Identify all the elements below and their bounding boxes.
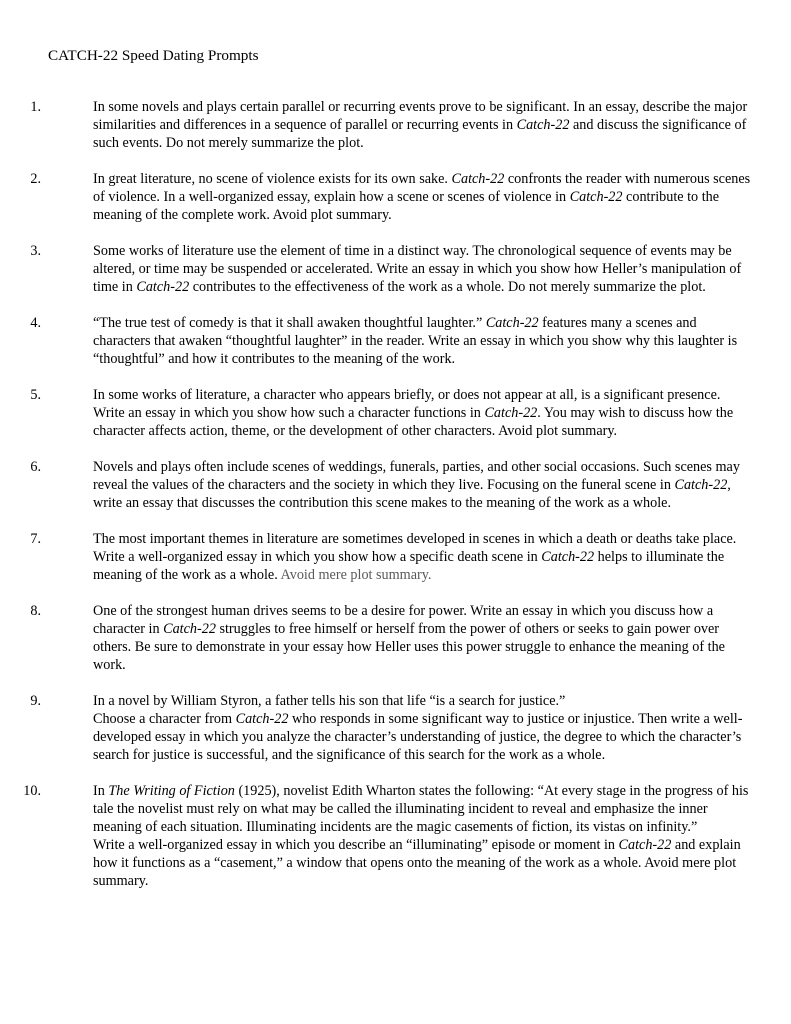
prompt-text [93,99,747,151]
prompt-item [0,386,751,440]
prompt-text [93,315,737,367]
text-segment: Choose a character from [93,711,236,727]
italic-title: Catch-22 [618,837,672,853]
italic-title: Catch-22 [485,315,539,331]
text-segment: Novels and plays often include scenes of weddings, funerals, parties, and other social occasions. Such scenes may reveal the values of the characters and the society in which they live. Focusing on the funeral scene in [93,459,740,493]
text-segment: features many a scenes and characters that awaken “thoughtful laughter” in the reader. Write an essay in which you show why this laughter is “thoughtful” and how it contributes to the meaning of the work. [93,315,738,367]
text-segment: and explain how it functions as a “casement,” a window that opens onto the meaning of the work as a whole. Avoid mere plot summary. [93,837,741,889]
prompt-item [0,98,751,152]
text-segment: who responds in some significant way to justice or injustice. Then write a well-developed essay in which you analyze the character’s understanding of justice, the degree to which the character’s search for justice is successful, and the significance of this search for the work as a whole. [93,711,743,763]
prompt-text [93,243,741,295]
prompt-number: 10. [23,783,41,799]
prompt-list [0,98,791,908]
text-segment: (1925), novelist Edith Wharton states the following: “At every stage in the progress of his tale the novelist must rely on what may be called the illuminating incident to reveal and emphasize the inner meaning of each situation. Illuminating incidents are the magic casements of fiction, its vistas on infinity.” [93,783,749,835]
prompt-number: 7. [30,531,41,547]
text-segment: In some novels and plays certain parallel or recurring events prove to be significant. In an essay, describe the major similarities and differences in a sequence of parallel or recurring events in [93,99,748,133]
gray-text-segment: Avoid mere plot summary. [280,567,432,583]
italic-title: Catch-22 [674,477,728,493]
prompt-number: 1. [30,99,41,115]
prompt-item [0,458,751,512]
text-segment: struggles to free himself or herself from the power of others or seeks to gain power over others. Be sure to demonstrate in your essay how Heller uses this power struggle to enhance the meaning of the work. [93,621,725,673]
italic-title: Catch-22 [136,279,190,295]
text-segment: “The true test of comedy is that it shall awaken thoughtful laughter.” [93,315,486,331]
prompt-item [0,530,751,584]
text-segment: The most important themes in literature are sometimes developed in scenes in which a death or deaths take place. Write a well-organized essay in which you show how a specific death scene in [93,531,737,565]
prompt-number: 9. [30,693,41,709]
italic-title: Catch-22 [569,189,623,205]
text-segment: One of the strongest human drives seems to be a desire for power. Write an essay in which you discuss how a character in [93,603,714,637]
text-segment: confronts the reader with numerous scenes of violence. In a well-organized essay, explain how a scene or scenes of violence in [93,171,751,205]
prompt-number: 5. [30,387,41,403]
text-segment: In a novel by William Styron, a father tells his son that life “is a search for justice.” [93,693,566,709]
text-segment: contributes to the effectiveness of the work as a whole. Do not merely summarize the plot. [189,279,706,295]
prompt-number: 3. [30,243,41,259]
text-segment: In some works of literature, a character who appears briefly, or does not appear at all, is a significant presence. Write an essay in which you show how such a character functions in [93,387,721,421]
prompt-item [0,242,751,296]
prompt-item [0,692,751,764]
prompt-item [0,314,751,368]
prompt-text [93,459,740,511]
prompt-number: 8. [30,603,41,619]
prompt-text [93,783,748,889]
italic-title: Catch-22 [484,405,538,421]
text-segment: Write a well-organized essay in which you describe an “illuminating” episode or moment in [93,837,619,853]
text-segment: helps to illuminate the meaning of the work as a whole. [93,549,725,583]
italic-title: Catch-22 [516,117,570,133]
text-segment: contribute to the meaning of the complete work. Avoid plot summary. [93,189,720,223]
prompt-number: 4. [30,315,41,331]
prompt-text [93,387,733,439]
prompt-item [0,170,751,224]
prompt-text [93,171,750,223]
prompt-text [93,603,725,673]
text-segment: In [93,783,109,799]
prompt-item [0,782,751,890]
prompt-item [0,602,751,674]
italic-title: Catch-22 [235,711,289,727]
text-segment: . You may wish to discuss how the character affects action, theme, or the development of other characters. Avoid plot summary. [93,405,734,439]
italic-title: The Writing of Fiction [108,783,235,799]
text-segment: Some works of literature use the element of time in a distinct way. The chronological sequence of events may be altered, or time may be suspended or accelerated. Write an essay in which you show how Heller’s manipulation of time in [93,243,742,295]
prompt-text [93,693,742,763]
text-segment: , write an essay that discusses the contribution this scene makes to the meaning of the work as a whole. [93,477,731,511]
italic-title: Catch-22 [541,549,595,565]
text-segment: and discuss the significance of such events. Do not merely summarize the plot. [93,117,747,151]
prompt-number: 6. [30,459,41,475]
italic-title: Catch-22 [451,171,505,187]
prompt-text [93,531,736,583]
document-title: CATCH-22 Speed Dating Prompts [48,47,259,64]
italic-title: Catch-22 [163,621,216,637]
prompt-number: 2. [30,171,41,187]
text-segment: In great literature, no scene of violence exists for its own sake. [93,171,452,187]
